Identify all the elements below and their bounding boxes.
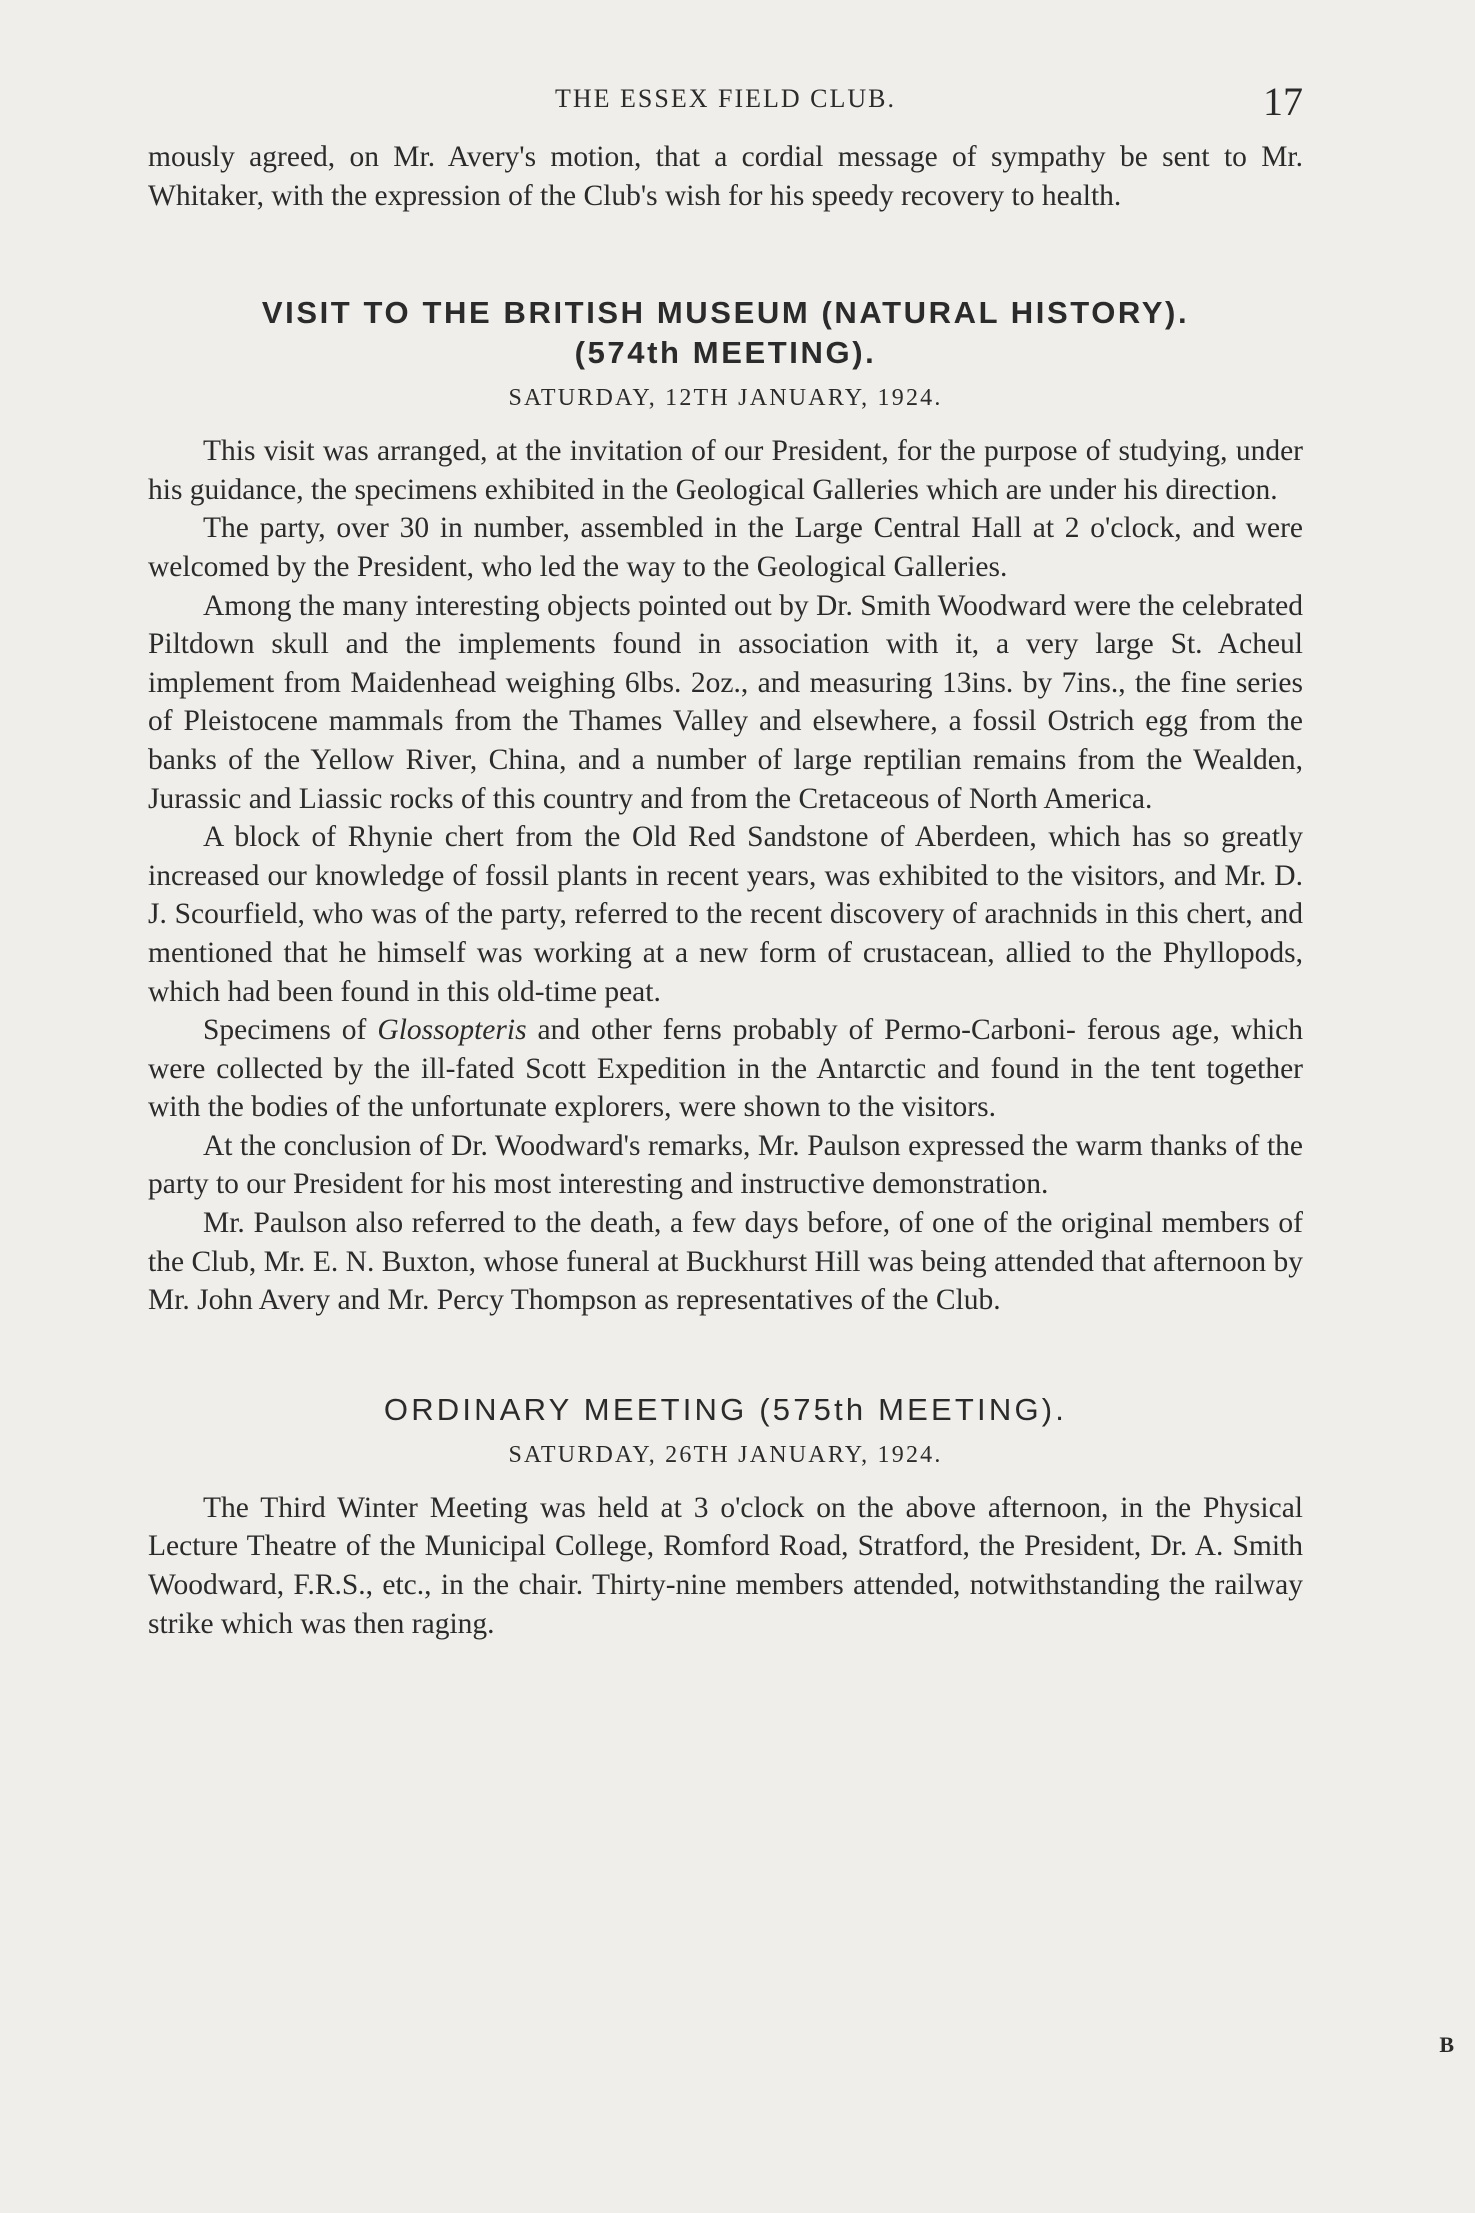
- opening-paragraph: mously agreed, on Mr. Avery's motion, that a cordial message of sympathy be sent to Mr. Whitaker, with the expression of the Club's wish for his speedy recovery to health.: [148, 141, 1303, 212]
- text-run: and other ferns probably of Permo-Carboni-: [526, 1014, 1076, 1047]
- document-page: [148, 79, 1303, 1643]
- paragraph: At the conclusion of Dr. Woodward's remarks, Mr. Paulson expressed the warm thanks of the party to our President for his most interesting and instructive demonstration.: [148, 1129, 1303, 1201]
- paragraph-glossopteris: [148, 1011, 1303, 1127]
- signature-mark: B: [1439, 2032, 1455, 2057]
- section-heading-line2: (574th MEETING).: [574, 335, 877, 371]
- text-run: Specimens of: [203, 1014, 378, 1047]
- italic-taxon: Glossopteris: [377, 1014, 527, 1047]
- text-run: ferous age, which were collected by the ill-fated Scott Expedition in the Antarctic and found in the tent together with the bodies of the unfortunate explorers, were shown to the visitors.: [148, 1014, 1303, 1124]
- running-head: [148, 79, 1303, 124]
- paragraph: Among the many interesting objects pointed out by Dr. Smith Woodward were the celebrated Piltdown skull and the implements found in association with it, a very large St. Acheul implement from Maidenhead weighing 6lbs. 2oz., and measuring 13ins. by 7ins., the fine series of Pleistocene mammals from the Thames Valley and elsewhere, a fossil Ostrich egg from the banks of the Yellow River, China, and a number of large reptilian remains from the Wealden, Jurassic and Liassic rocks of this country and from the Cretaceous of North America.: [148, 589, 1303, 815]
- section-heading-line1: VISIT TO THE BRITISH MUSEUM (NATURAL HISTORY).: [261, 295, 1190, 331]
- meeting-date: SATURDAY, 26TH JANUARY, 1924.: [508, 1441, 943, 1468]
- section-heading: ORDINARY MEETING (575th MEETING).: [383, 1391, 1068, 1427]
- running-title: THE ESSEX FIELD CLUB.: [555, 84, 896, 113]
- section-heading: [148, 293, 1303, 373]
- paragraph: A block of Rhynie chert from the Old Red Sandstone of Aberdeen, which has so greatly increased our knowledge of fossil plants in recent years, was exhibited to the visitors, and Mr. D. J. Scourfield, who was of the party, referred to the recent discovery of arachnids in this chert, and mentioned that he himself was working at a new form of crustacean, allied to the Phyllopods, which had been found in this old-time peat.: [148, 821, 1303, 1008]
- section-british-museum-visit: [148, 293, 1303, 1320]
- paragraph: This visit was arranged, at the invitation of our President, for the purpose of studying, under his guidance, the specimens exhibited in the Geological Galleries which are under his direction.: [148, 435, 1303, 506]
- paragraph: The Third Winter Meeting was held at 3 o'clock on the above afternoon, in the Physical Lecture Theatre of the Municipal College, Romford Road, Stratford, the President, Dr. A. Smith Woodward, F.R.S., etc., in the chair. Thirty-nine members attended, notwithstanding the railway strike which was then raging.: [148, 1491, 1303, 1640]
- paragraph: Mr. Paulson also referred to the death, a few days before, of one of the original members of the Club, Mr. E. N. Buxton, whose funeral at Buckhurst Hill was being attended that afternoon by Mr. John Avery and Mr. Percy Thompson as representatives of the Club.: [148, 1207, 1303, 1317]
- meeting-date: SATURDAY, 12TH JANUARY, 1924.: [508, 385, 943, 412]
- page-number: 17: [1263, 79, 1303, 124]
- paragraph: The party, over 30 in number, assembled in the Large Central Hall at 2 o'clock, and were welcomed by the President, who led the way to the Geological Galleries.: [148, 512, 1303, 583]
- section-ordinary-meeting: [148, 1390, 1303, 1643]
